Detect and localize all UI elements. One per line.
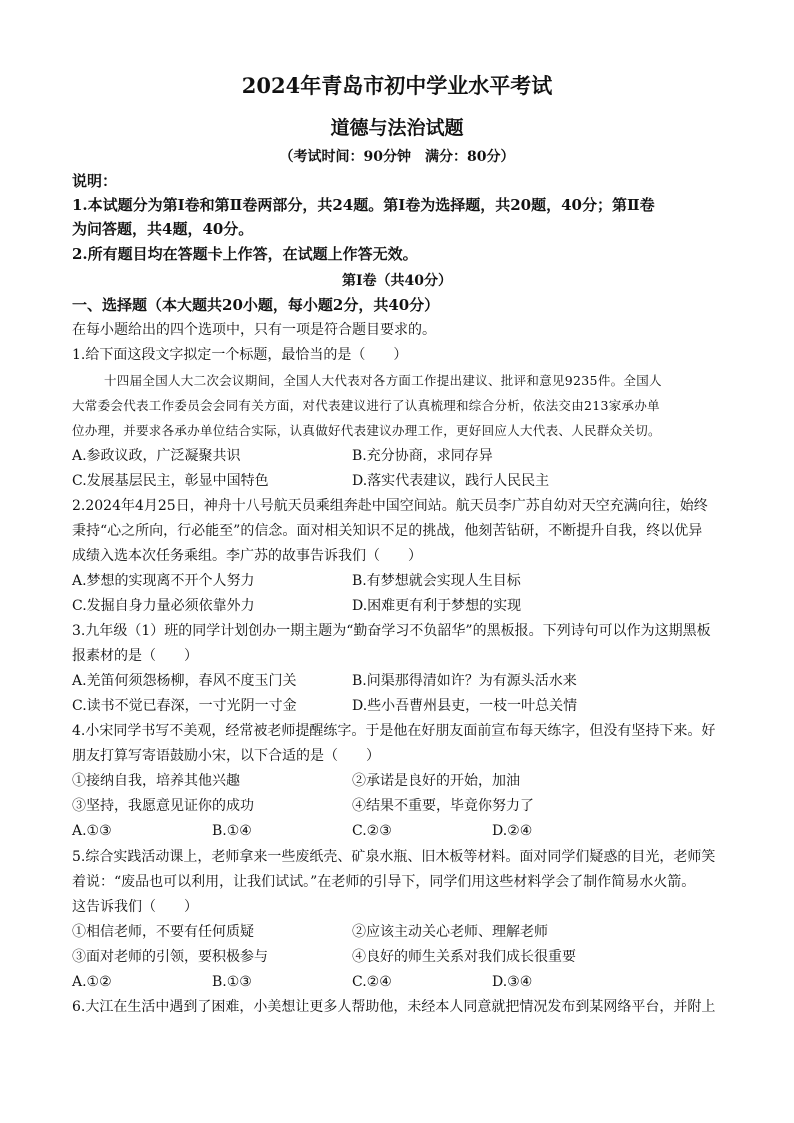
instruction: 在每小题给出的四个选项中，只有一项是符合题目要求的。 [72, 322, 436, 338]
notes-line: 1.本试题分为第Ⅰ卷和第Ⅱ卷两部分，共24题。第Ⅰ卷为选择题，共20题，40分；第Ⅱ卷 [72, 196, 655, 214]
question-1-option-c: C.发展基层民主，彰显中国特色 [72, 473, 269, 489]
question-2-option-d: D.困难更有利于梦想的实现 [352, 598, 522, 614]
question-1-passage: 位办理，并要求各承办单位结合实际，认真做好代表建议办理工作，更好回应人大代表、人民群众关切。 [72, 423, 661, 438]
notes-label: 说明： [72, 172, 118, 190]
question-2-stem: 成绩入选本次任务乘组。李广苏的故事告诉我们（ ） [72, 548, 422, 564]
question-5-option-b: B.①③ [212, 974, 252, 990]
question-4-stem: 朋友打算写寄语鼓励小宋，以下合适的是（ ） [72, 748, 380, 764]
question-5-stem: 这告诉我们（ ） [72, 899, 198, 915]
question-1-option-b: B.充分协商，求同存异 [352, 448, 493, 464]
question-4-statement: ②承诺是良好的开始，加油 [352, 773, 520, 789]
question-4-statement: ①接纳自我，培养其他兴趣 [72, 773, 240, 789]
subject-title: 道德与法治试题 [330, 117, 464, 139]
question-4-statement: ④结果不重要，毕竟你努力了 [352, 798, 534, 814]
question-3-option-d: D.些小吾曹州县吏，一枝一叶总关情 [352, 698, 578, 714]
question-5-stem: 着说：“废品也可以利用，让我们试试。”在老师的引导下，同学们用这些材料学会了制作简易水火箭。 [72, 874, 696, 890]
question-5-statement: ①相信老师，不要有任何质疑 [72, 924, 254, 940]
question-5-stem: 5.综合实践活动课上，老师拿来一些废纸壳、矿泉水瓶、旧木板等材料。面对同学们疑惑的目光，老师笑 [72, 849, 716, 865]
question-1-option-a: A.参政议政，广泛凝聚共识 [72, 448, 241, 464]
question-2-stem: 秉持“心之所向，行必能至”的信念。面对相关知识不足的挑战，他刻苦钻研，不断提升自我，终以优异 [72, 523, 703, 539]
question-5-statement: ④良好的师生关系对我们成长很重要 [352, 949, 576, 965]
question-4-statement: ③坚持，我愿意见证你的成功 [72, 798, 254, 814]
question-4-option-c: C.②③ [352, 823, 392, 839]
part1-heading: 第Ⅰ卷（共40分） [341, 273, 453, 289]
question-2-option-c: C.发掘自身力量必须依靠外力 [72, 598, 255, 614]
question-1-stem: 1.给下面这段文字拟定一个标题，最恰当的是（ ） [72, 347, 408, 363]
question-4-stem: 4.小宋同学书写不美观，经常被老师提醒练字。于是他在好朋友面前宣布每天练字，但没有坚持下来。好 [72, 723, 716, 739]
question-5-statement: ②应该主动关心老师、理解老师 [352, 924, 548, 940]
question-5-option-a: A.①② [72, 974, 112, 990]
notes-line: 为问答题，共4题，40分。 [72, 220, 254, 238]
question-5-option-c: C.②④ [352, 974, 392, 990]
question-5-option-d: D.③④ [492, 974, 533, 990]
question-4-option-b: B.①④ [212, 823, 252, 839]
question-4-option-a: A.①③ [72, 823, 112, 839]
question-1-passage: 大常委会代表工作委员会会同有关方面，对代表建议进行了认真梳理和综合分析，依法交由213家承办单 [72, 398, 660, 413]
question-6-stem: 6.大江在生活中遇到了困难，小美想让更多人帮助他，未经本人同意就把情况发布到某网络平台，并附上 [72, 999, 716, 1015]
question-3-stem: 报素材的是（ ） [72, 648, 198, 664]
notes-line: 2.所有题目均在答题卡上作答，在试题上作答无效。 [72, 245, 418, 263]
question-1-passage: 十四届全国人大二次会议期间，全国人大代表对各方面工作提出建议、批评和意见9235件。全国人 [104, 373, 662, 388]
question-2-stem: 2.2024年4月25日，神舟十八号航天员乘组奔赴中国空间站。航天员李广苏自幼对天空充满向往，始终 [72, 498, 708, 514]
question-5-statement: ③面对老师的引领，要积极参与 [72, 949, 268, 965]
question-3-option-b: B.问渠那得清如许？为有源头活水来 [352, 673, 577, 689]
exam-info: （考试时间：90分钟 满分：80分） [279, 149, 515, 165]
question-3-option-a: A.羌笛何须怨杨柳，春风不度玉门关 [72, 673, 297, 689]
exam-title: 2024年青岛市初中学业水平考试 [241, 73, 553, 98]
question-3-option-c: C.读书不觉已春深，一寸光阴一寸金 [72, 698, 297, 714]
question-2-option-b: B.有梦想就会实现人生目标 [352, 573, 521, 589]
question-3-stem: 3.九年级（1）班的同学计划创办一期主题为“勤奋学习不负韶华”的黑板报。下列诗句可以作为这期黑板 [72, 623, 711, 639]
question-2-option-a: A.梦想的实现离不开个人努力 [72, 573, 255, 589]
question-4-option-d: D.②④ [492, 823, 533, 839]
question-1-option-d: D.落实代表建议，践行人民民主 [352, 473, 550, 489]
section-heading: 一、选择题（本大题共20小题，每小题2分，共40分） [72, 296, 440, 314]
